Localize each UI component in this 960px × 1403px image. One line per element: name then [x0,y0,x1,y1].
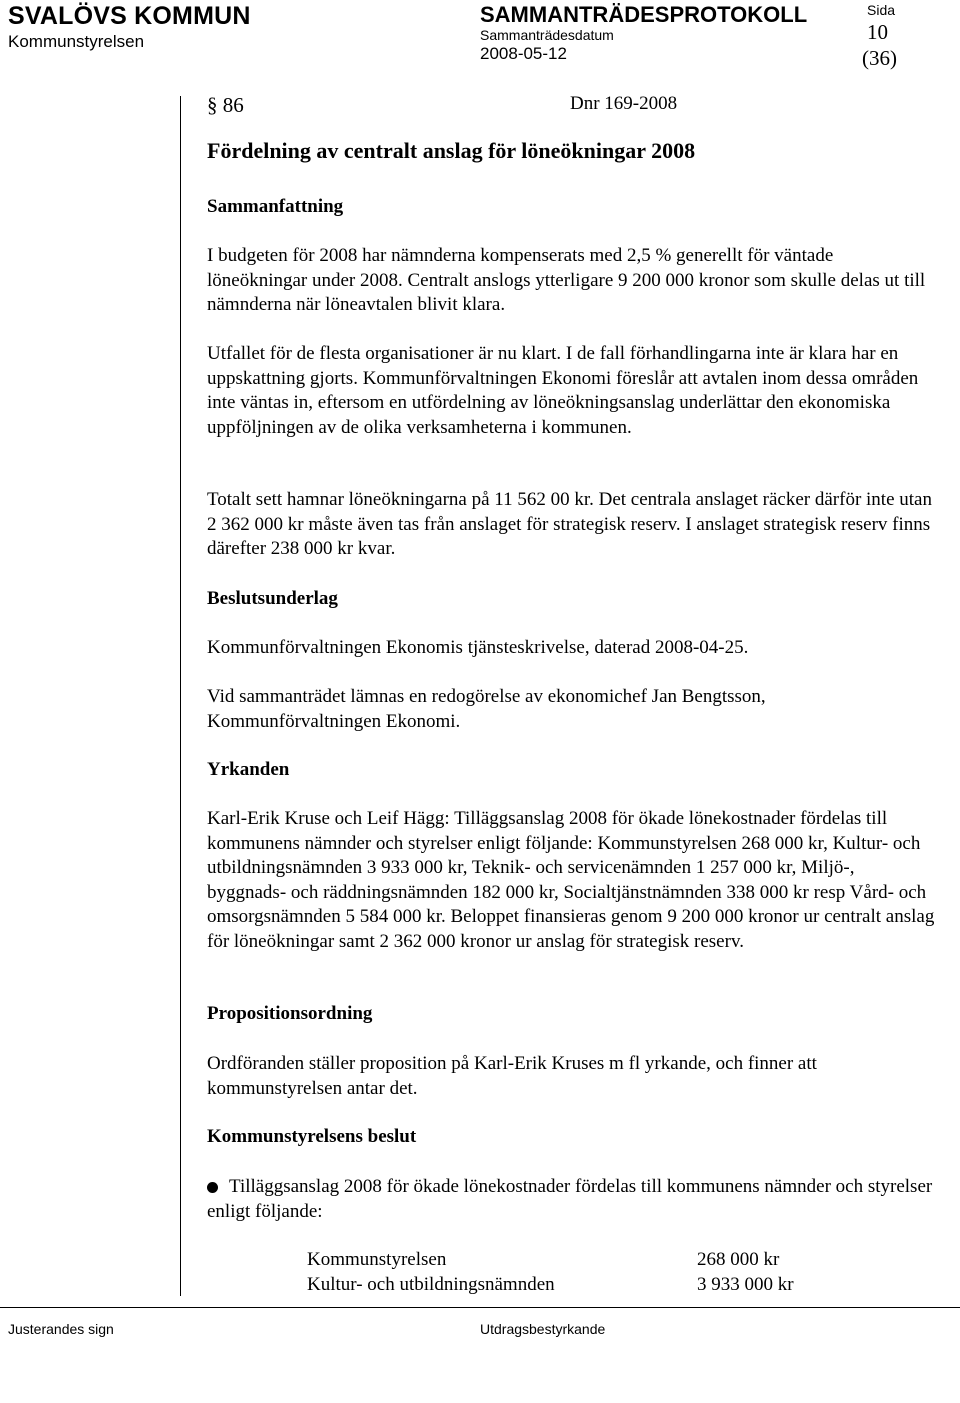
paragraph-number [207,93,244,118]
meeting-date: 2008-05-12 [480,44,567,63]
department-name: Kommunstyrelsen [8,32,145,51]
diary-number: Dnr 169-2008 [570,93,678,114]
footer-utdragsbestyrkande: Utdragsbestyrkande [480,1321,606,1337]
page-label: Sida [867,2,896,18]
propositionsordning-paragraph: Ordföranden ställer proposition på Karl-Erik Kruses m fl yrkande, och finner att kommunstyrelsen antar det. [207,1053,817,1099]
table-row-name: Kommunstyrelsen [307,1249,447,1270]
heading-propositionsordning: Propositionsordning [207,1003,373,1024]
yrkanden-paragraph: Karl-Erik Kruse och Leif Hägg: Tilläggsanslag 2008 för ökade lönekostnader fördelas till kommunens nämnder och styrelser enligt följande: Kommunstyrelsen 268 000 kr, Kultur- och utbildningsnämnden 3 933 000 kr, Teknik- och servicenämnden 1 257 000 kr, Miljö-, byggnads- och räddningsnämnden 182 000 kr, Socialtjänstnämnden 338 000 kr resp Vård- och omsorgsnämnden 5 584 000 kr. Beloppet finansieras genom 9 200 000 kronor ur centralt anslag för löneökningar samt 2 362 000 kronor ur anslag för strategisk reserv. [207,808,935,952]
beslutsunderlag-paragraph-2: Vid sammanträdet lämnas en redogörelse av ekonomichef Jan Bengtsson, Kommunförvaltningen Ekonomi. [207,686,766,732]
heading-beslutsunderlag: Beslutsunderlag [207,588,338,609]
sammanfattning-paragraph-1: I budgeten för 2008 har nämnderna kompenserats med 2,5 % generellt för väntade löneökningar under 2008. Centralt anslogs ytterligare 9 200 000 kronor som skulle delas ut till nämnderna när löneavtalen blivit klara. [207,245,926,315]
table-row-amount: 268 000 kr [697,1249,780,1270]
section-sign: § [207,93,218,117]
paragraph-number-value: 86 [222,93,244,117]
date-label: Sammanträdesdatum [480,27,614,43]
heading-sammanfattning: Sammanfattning [207,196,344,217]
footer-justerandes-sign: Justerandes sign [8,1321,114,1337]
beslut-bullet-text: Tilläggsanslag 2008 för ökade lönekostnader fördelas till kommunens nämnder och styrelser enligt följande: [207,1176,933,1222]
footer-rule [0,1307,960,1308]
sammanfattning-paragraph-2: Utfallet för de flesta organisationer är nu klart. I de fall förhandlingarna inte är klara har en uppskattning gjorts. Kommunförvaltningen Ekonomi föreslår att avtalen inom dessa områden inte väntas in, eftersom en utfördelning av löneökningsanslag underlättar den ekonomiska uppföljningen av de olika verksamheterna i kommunen. [207,343,919,438]
margin-rule [180,96,181,1296]
table-row-amount: 3 933 000 kr [697,1274,794,1295]
sammanfattning-paragraph-3: Totalt sett hamnar löneökningarna på 11 562 00 kr. Det centrala anslaget räcker därför inte utan 2 362 000 kr måste även tas från anslaget för strategisk reserv. I anslaget strategisk reserv finns därefter 238 000 kr kvar. [207,489,932,559]
document-title: SAMMANTRÄDESPROTOKOLL [480,2,808,27]
table-row-name: Kultur- och utbildningsnämnden [307,1274,555,1295]
page-total: (36) [862,46,897,70]
page-number: 10 [867,20,888,44]
matter-title: Fördelning av centralt anslag för löneökningar 2008 [207,138,696,163]
heading-yrkanden: Yrkanden [207,759,290,780]
beslutsunderlag-paragraph-1: Kommunförvaltningen Ekonomis tjänsteskrivelse, daterad 2008-04-25. [207,637,749,658]
heading-beslut: Kommunstyrelsens beslut [207,1126,417,1147]
org-name: SVALÖVS KOMMUN [8,2,251,30]
